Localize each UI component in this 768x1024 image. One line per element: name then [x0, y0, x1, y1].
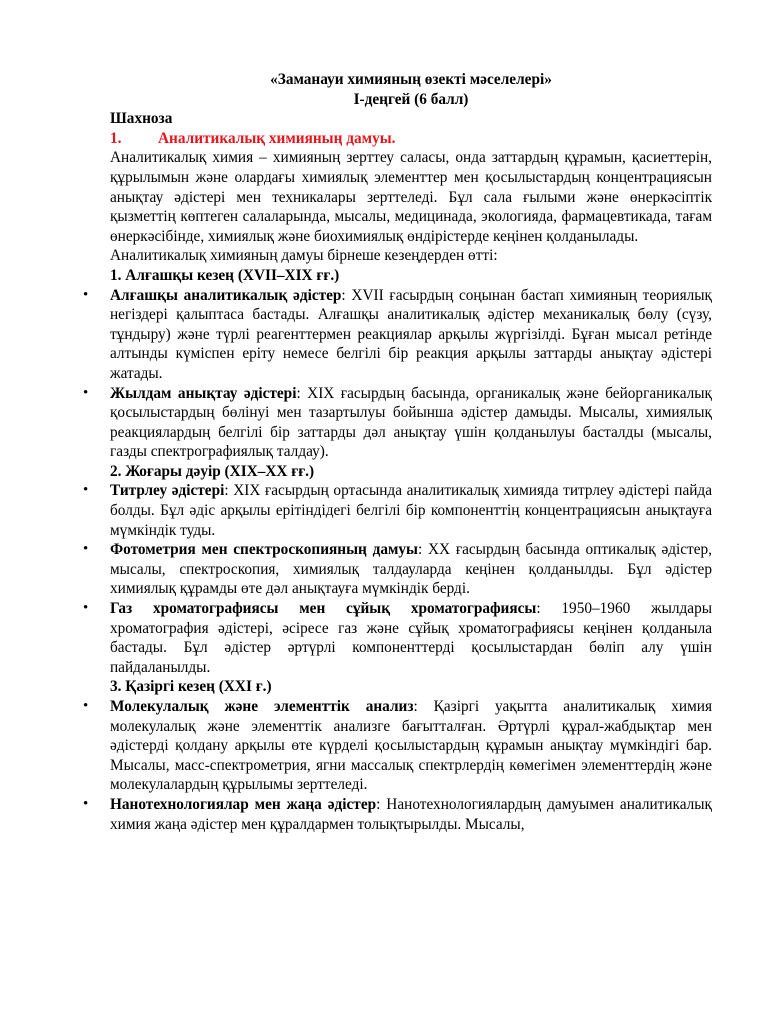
stage1-heading: 1. Алғашқы кезең (XVII–XIX ғғ.) [110, 266, 340, 284]
bullet-dot: • [83, 795, 89, 812]
bullet-term: Газ хроматографиясы мен сұйық хроматографиясы [110, 600, 537, 618]
section-number: 1. [110, 129, 122, 147]
stages-intro: Аналитикалық химияның дамуы бірнеше кезеңдерден өтті: [110, 247, 498, 265]
bullet-item [83, 384, 712, 462]
bullet-item [83, 599, 712, 677]
bullet-text: : XX ғасырдың басында оптикалық әдістер, мысалы, спектроскопия, химиялық талдауларда кеңінен қолданылды. Бұл әдістер химиялық құрамды өте дәл анықтауға мүмкіндік берді. [110, 541, 712, 598]
bullet-term: Нанотехнологиялар мен жаңа әдістер [110, 795, 377, 813]
document-title: «Заманауи химияның өзекті мәселелері» [270, 71, 552, 88]
bullet-term: Фотометрия мен спектроскопияның дамуы [110, 541, 418, 559]
section-heading [110, 129, 712, 149]
bullet-item [83, 795, 712, 834]
section-title: Аналитикалық химияның дамуы. [158, 129, 396, 147]
bullet-term: Жылдам анықтау әдістері [110, 384, 297, 402]
stage3-heading: 3. Қазіргі кезең (XXI ғ.) [110, 678, 272, 696]
bullet-item [83, 697, 713, 795]
document-body [83, 70, 713, 834]
bullet-text: : 1950–1960 жылдары хроматография әдістері, әсіресе газ және сұйық хроматографиясы кеңінен қолданыла бастады. Бұл әдістер әртүрлі компоненттерді қосылыстардан бөліп алу үшін пайдаланылды. [110, 600, 712, 676]
bullet-dot: • [83, 286, 89, 303]
bullet-term: Молекулалық және элементтік анализ [110, 698, 414, 715]
bullet-text: : Қазіргі уақытта аналитикалық химия молекулалық және элементтік анализге бағытталған. Әртүрлі құрал-жабдықтар мен әдістерді қолдану арқылы өте күрделі қосылыстардың құрамын анықтау мүмкіндігі бар. Мысалы, масс-спектрометрия, ягни массалық спектрлердің көмегімен элементтердің және молекулалардың құрылымы зерттеледі. [110, 698, 713, 794]
bullet-dot: • [83, 541, 89, 558]
intro-paragraph: Аналитикалық химия – химияның зерттеу саласы, онда заттардың құрамын, қасиеттерін, құрылымын және олардағы химиялық элементтер мен қосылыстардың концентрациясын анықтау әдістері мен техникалары зерттеледі. Бұл сала ғылыми және өнеркәсіптік қызметтің көптеген салаларында, мысалы, медицинада, экологияда, фармацевтикада, тағам өнеркәсібінде, химиялық және биохимиялық өндірістерде кеңінен қолданылады. [110, 149, 712, 245]
bullet-text: : XIX ғасырдың ортасында аналитикалық химияда титрлеу әдістері пайда болды. Бұл әдіс арқылы ерітіндідегі белгілі бір компоненттің концентрациясын анықтауға мүмкіндік туды. [110, 482, 712, 539]
bullet-item [83, 286, 712, 384]
bullet-term: Титрлеу әдістері [110, 482, 225, 500]
bullet-dot: • [83, 698, 89, 714]
bullet-dot: • [83, 384, 89, 401]
bullet-term: Алғашқы аналитикалық әдістер [110, 286, 342, 304]
stage2-heading: 2. Жоғары дәуір (XIX–XX ғғ.) [110, 462, 315, 480]
bullet-dot: • [83, 482, 89, 499]
bullet-text: : Нанотехнологиялардың дамуымен аналитикалық химия жаңа әдістер мен құралдармен толықтырылды. Мысалы, [110, 795, 712, 833]
author-name: Шахноза [110, 110, 173, 128]
bullet-item [83, 481, 712, 540]
bullet-dot: • [83, 600, 89, 617]
bullet-item [83, 540, 712, 599]
bullet-text: : XIX ғасырдың басында, органикалық және бейорганикалық қосылыстардың бөлінуі мен тазартылуы бойынша әдістер дамыды. Мысалы, химиялық реакциялардың белгілі бір заттарды дәл анықтау үшін қолданылуы басталды (мысалы, газды спектрографиялық талдау). [110, 384, 712, 461]
document-level: I-деңгей (6 балл) [353, 90, 469, 108]
bullet-text: : XVII ғасырдың соңынан бастап химияның теориялық негіздері қалыптаса бастады. Алғашқы аналитикалық әдістер механикалық бөлу (сүзу, тұндыру) және түрлі реагенттермен реакциялар арқылы жүргізілді. Бұған мысал ретінде алтынды күміспен еріту немесе белгілі бір реакция арқылы заттарды анықтау әдістері жатады. [110, 286, 712, 382]
